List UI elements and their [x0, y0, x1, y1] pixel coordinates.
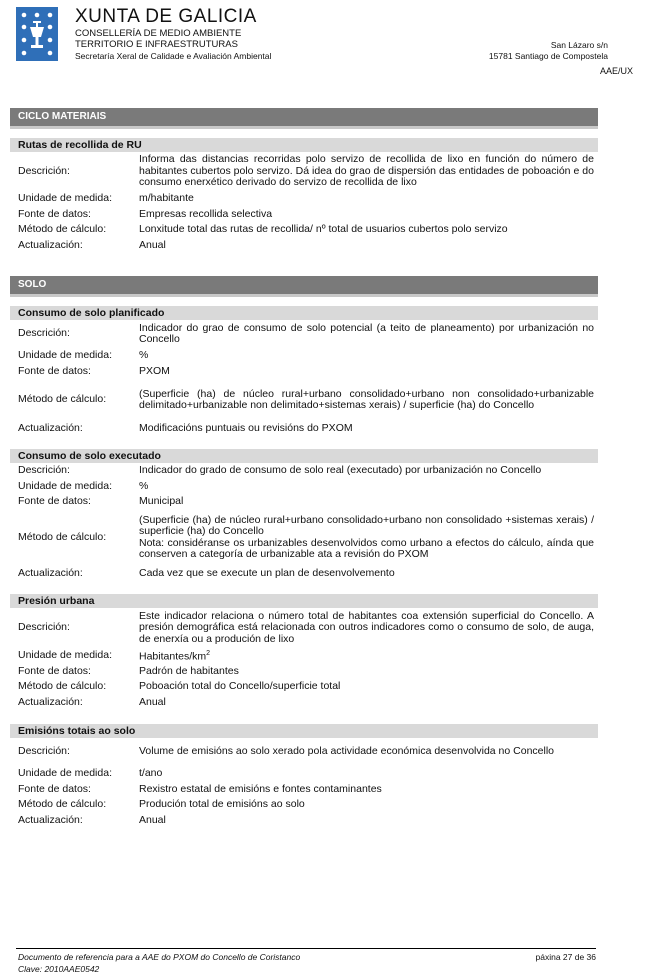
row-value: Indicador do grao de consumo de solo potencial (a teito de planeamento) por urbanización no Concello [139, 321, 594, 345]
row-value: Modificacións puntuais ou revisións do PXOM [139, 422, 353, 434]
row-label: Unidade de medida: [18, 479, 112, 492]
row-label: Fonte de datos: [18, 664, 91, 677]
row-label: Fonte de datos: [18, 207, 91, 220]
indicator-row [10, 222, 598, 238]
row-label: Descrición: [18, 745, 70, 758]
indicator-row [10, 320, 598, 348]
indicator-block [10, 306, 598, 437]
unit-superscript: 2 [206, 650, 211, 658]
indicator-block [10, 449, 598, 581]
row-label: Método de cálculo: [18, 223, 107, 235]
indicator-row [10, 479, 598, 495]
row-value: Volume de emisións ao solo xerado pola actividade económica desenvolvida no Concello [139, 745, 555, 758]
row-label: Descrición: [18, 327, 70, 340]
xunta-logo-icon [16, 7, 58, 61]
indicator-row [10, 782, 598, 798]
row-label: Unidade de medida: [18, 649, 112, 661]
indicator-row [10, 238, 598, 254]
row-value-group [139, 648, 598, 663]
row-label: Actualización: [18, 566, 83, 579]
row-value: m/habitante [139, 192, 194, 204]
indicator-row [10, 510, 598, 566]
indicator-block [10, 138, 598, 253]
section-title: SOLO [10, 276, 598, 294]
row-value: Empresas recollida selectiva [139, 207, 273, 220]
row-value-group [139, 515, 598, 561]
indicator-row [10, 695, 598, 711]
row-value: Este indicador relaciona o número total de habitantes coa extensión superficial do Concello. A presión demográfica está relacionada con outros indicadores como o consumo de solo, de auga, de enerxía ou a produción de lixo [139, 609, 594, 645]
row-value: Municipal [139, 495, 184, 507]
indicator-row [10, 608, 598, 648]
row-label: Unidade de medida: [18, 349, 112, 361]
indicator-row [10, 207, 598, 223]
row-label: Unidade de medida: [18, 767, 112, 779]
row-label: Método de cálculo: [18, 798, 107, 810]
department-name: CONSELLERÍA DE MEDIO AMBIENTE [75, 28, 242, 39]
row-value: Rexistro estatal de emisións e fontes contaminantes [139, 782, 382, 795]
row-value: (Superficie (ha) de núcleo rural+urbano consolidado+urbano non consolidado+urbanizable delimitado+urbanizable non delimitado+sistemas xerais) / superficie (ha) do Concello [139, 387, 594, 411]
indicator-row [10, 191, 598, 207]
page-number: páxina 27 de 36 [535, 952, 596, 962]
indicator-row [10, 797, 598, 813]
row-label: Actualización: [18, 813, 83, 826]
row-label: Método de cálculo: [18, 680, 107, 692]
row-label: Descrición: [18, 464, 70, 476]
secretariat-name: Secretaría Xeral de Calidade e Avaliación Ambiental [75, 51, 272, 61]
row-label: Unidade de medida: [18, 192, 112, 204]
department-name-2: TERRITORIO E INFRAESTRUTURAS [75, 39, 238, 50]
row-label: Fonte de datos: [18, 495, 91, 507]
section-title: CICLO MATERIAIS [10, 108, 598, 126]
indicator-row [10, 648, 598, 664]
indicator-title: Consumo de solo executado [10, 449, 598, 463]
indicator-title: Presión urbana [10, 594, 598, 608]
address-street: San Lázaro s/n [550, 40, 608, 50]
row-value: Produción total de emisións ao solo [139, 798, 305, 810]
footer-key: Clave: 2010AAE0542 [18, 964, 100, 974]
row-label: Actualización: [18, 695, 83, 708]
indicator-row [10, 152, 598, 191]
row-value: Anual [139, 695, 166, 708]
indicator-row [10, 566, 598, 582]
indicator-row [10, 494, 598, 510]
row-value: Indicador do grado de consumo de solo real (executado) por urbanización no Concello [139, 464, 542, 476]
row-value: Lonxitude total das rutas de recollida/ nº total de usuarios cubertos polo servizo [139, 223, 508, 235]
footer-divider [16, 948, 596, 949]
row-value: Cada vez que se execute un plan de desenvolvemento [139, 566, 395, 579]
row-value: (Superficie (ha) de núcleo rural+urbano consolidado+urbano non consolidado +sistemas xerais) / superficie (ha) do Concello [139, 513, 594, 537]
address-city: 15781 Santiago de Compostela [488, 51, 608, 61]
indicator-title: Consumo de solo planificado [10, 306, 598, 320]
row-label: Fonte de datos: [18, 364, 91, 377]
row-label: Actualización: [18, 238, 83, 251]
indicator-row [10, 421, 598, 437]
row-value: PXOM [139, 364, 170, 377]
row-value: Padrón de habitantes [139, 664, 239, 677]
indicator-title: Emisións totais ao solo [10, 724, 598, 738]
indicator-block [10, 594, 598, 710]
indicator-row [10, 348, 598, 364]
row-value: t/ano [139, 767, 163, 779]
row-value: Anual [139, 813, 166, 826]
row-label: Método de cálculo: [18, 530, 107, 543]
row-value: % [139, 479, 149, 492]
row-label: Actualización: [18, 422, 83, 434]
indicator-row [10, 463, 598, 479]
indicator-row [10, 679, 598, 695]
indicator-row [10, 664, 598, 680]
row-label: Descrición: [18, 621, 70, 634]
indicator-block [10, 724, 598, 828]
indicator-title: Rutas de recollida de RU [10, 138, 598, 152]
org-name: XUNTA DE GALICIA [75, 6, 257, 27]
row-label: Método de cálculo: [18, 393, 107, 406]
row-label: Fonte de datos: [18, 782, 91, 795]
footer-document-title: Documento de referencia para a AAE do PXOM do Concello de Coristanco [18, 952, 301, 962]
indicator-row [10, 813, 598, 829]
indicator-row [10, 364, 598, 380]
row-value: Habitantes/km [139, 650, 207, 663]
indicator-row [10, 766, 598, 782]
row-value: Informa das distancias recorridas polo servizo de recollida de lixo en función do número de habitantes cubertos polo servizo. Dá idea do grao de dispersión das entidades de poboación e do consumo enerxético derivado do servizo de recollida de lixo [139, 153, 594, 189]
row-value: % [139, 349, 149, 361]
row-label: Descrición: [18, 164, 70, 177]
row-note: Nota: considéranse os urbanizables desenvolvidos como urbano a efectos do cálculo, aínda que conserven a categoría de urbanizable ata a revisión do PXOM [139, 536, 594, 560]
indicator-row [10, 379, 598, 421]
document-code: AAE/UX [599, 66, 633, 76]
row-value: Poboación total do Concello/superficie total [139, 680, 341, 692]
row-value: Anual [139, 238, 166, 251]
indicator-row [10, 738, 598, 766]
